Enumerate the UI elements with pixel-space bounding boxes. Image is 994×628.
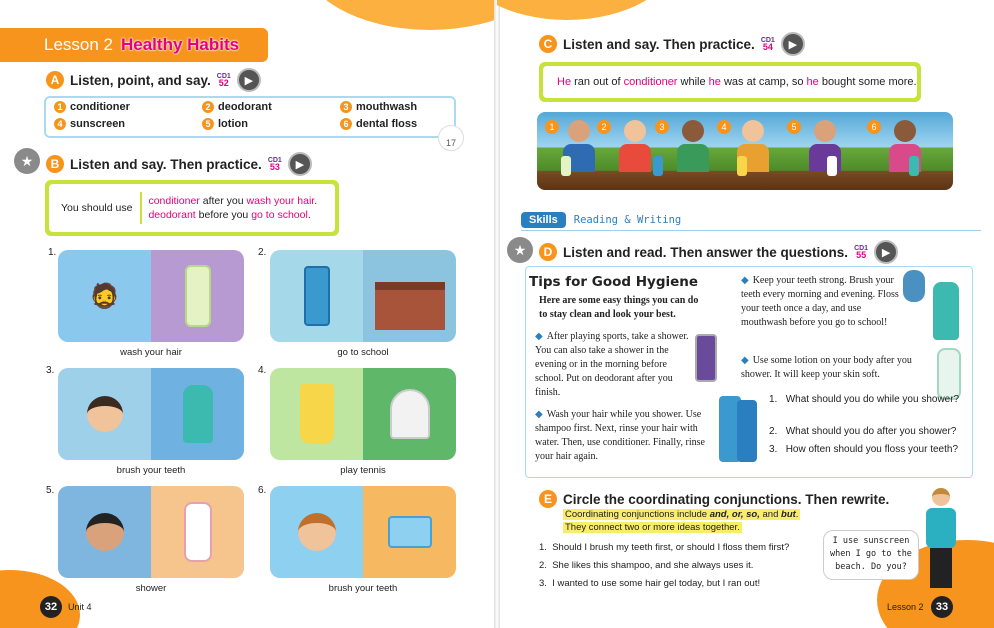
boy-washing-hair-icon: 🧔 bbox=[58, 250, 151, 342]
cd-track: CD1 55 bbox=[854, 245, 869, 260]
star-icon: ★ bbox=[507, 237, 533, 263]
reading-tip: ◆ Keep your teeth strong. Brush your teeth every morning and evening. Floss your teeth once a day, and use mouthwash before you go to school! bbox=[741, 275, 899, 328]
sunscreen-tube-icon bbox=[270, 368, 363, 460]
audio-play-icon[interactable]: ▶ bbox=[288, 152, 312, 176]
vocab-item: 5 lotion bbox=[202, 118, 340, 133]
question: 1. What should you do while you shower? bbox=[769, 394, 960, 405]
model-sentence: He ran out of conditioner while he was at camp, so he bought some more. bbox=[543, 66, 917, 98]
section-title: Listen, point, and say. bbox=[70, 72, 211, 88]
mouthwash-bottle-icon bbox=[151, 368, 244, 460]
section-title: Listen and say. Then practice. bbox=[70, 156, 262, 172]
section-title: Listen and read. Then answer the questions. bbox=[563, 244, 849, 260]
picture-wash-hair bbox=[58, 250, 244, 342]
strip-number: 3 bbox=[655, 120, 669, 134]
dental-floss-icon bbox=[903, 270, 925, 302]
vocab-item: 4 sunscreen bbox=[54, 118, 202, 133]
pattern-lead: You should use bbox=[61, 192, 142, 224]
model-sentence-box bbox=[539, 62, 921, 102]
dental-floss-icon bbox=[363, 486, 456, 578]
reading-tip: ◆ After playing sports, take a shower. You can also take a shower in the evening or in the morning before school. Put on deodorant after you finish. bbox=[535, 331, 689, 398]
section-letter: E bbox=[539, 490, 557, 508]
school-building-icon bbox=[363, 250, 456, 342]
product-icon bbox=[737, 156, 747, 176]
picture-number: 2. bbox=[258, 247, 267, 258]
skills-tag: Skills bbox=[521, 212, 566, 228]
question: 3. How often should you floss your teeth? bbox=[769, 444, 959, 455]
decor-swoosh bbox=[300, 0, 497, 30]
kids-at-camp-illustration bbox=[537, 112, 953, 190]
picture-play-tennis bbox=[270, 368, 456, 460]
right-page bbox=[497, 0, 994, 628]
section-letter: D bbox=[539, 243, 557, 261]
picture-caption: play tennis bbox=[340, 465, 386, 476]
picture-number: 4. bbox=[258, 365, 267, 376]
vocab-item: 2 deodorant bbox=[202, 101, 340, 116]
product-icon bbox=[827, 156, 837, 176]
track-badge[interactable]: 17 bbox=[438, 125, 464, 151]
boy-brushing-teeth-icon bbox=[58, 368, 151, 460]
reading-title: Tips for Good Hygiene bbox=[529, 274, 699, 290]
kid-icon bbox=[619, 120, 651, 172]
section-a-header bbox=[46, 68, 261, 92]
section-letter: C bbox=[539, 35, 557, 53]
pattern-line: deodorant before you go to school. bbox=[148, 209, 311, 221]
lesson-label: Lesson 2 bbox=[44, 35, 113, 54]
reading-intro: Here are some easy things you can do to stay clean and look your best. bbox=[539, 295, 699, 320]
conjunction-note: Coordinating conjunctions include and, or, so, and but. They connect two or more ideas together. bbox=[565, 509, 799, 533]
strip-number: 6 bbox=[867, 120, 881, 134]
skills-banner bbox=[521, 212, 681, 228]
girl-playing-tennis-icon bbox=[363, 368, 456, 460]
audio-play-icon[interactable]: ▶ bbox=[237, 68, 261, 92]
reading-tip: ◆ Use some lotion on your body after you shower. It will keep your skin soft. bbox=[741, 355, 912, 380]
unit-label: Unit 4 bbox=[68, 602, 92, 612]
divider bbox=[521, 230, 981, 231]
conditioner-bottle-icon bbox=[737, 400, 757, 462]
exercise-item: 3. I wanted to use some hair gel today, but I ran out! bbox=[539, 578, 761, 589]
section-title: Listen and say. Then practice. bbox=[563, 36, 755, 52]
audio-play-icon[interactable]: ▶ bbox=[874, 240, 898, 264]
section-title: Circle the coordinating conjunctions. Then rewrite. bbox=[563, 491, 890, 507]
picture-caption: wash your hair bbox=[120, 347, 182, 358]
kid-icon bbox=[677, 120, 709, 172]
lotion-bottle-icon bbox=[151, 486, 244, 578]
cd-track: CD1 53 bbox=[267, 157, 282, 172]
product-icon bbox=[909, 156, 919, 176]
strip-number: 5 bbox=[787, 120, 801, 134]
picture-go-to-school bbox=[270, 250, 456, 342]
exercise-item: 1. Should I brush my teeth first, or should I floss them first? bbox=[539, 542, 790, 553]
lesson-banner bbox=[0, 28, 268, 62]
vocab-item: 1 conditioner bbox=[54, 101, 202, 116]
section-letter: B bbox=[46, 155, 64, 173]
section-letter: A bbox=[46, 71, 64, 89]
exercise-item: 2. She likes this shampoo, and she always uses it. bbox=[539, 560, 754, 571]
strip-number: 2 bbox=[597, 120, 611, 134]
grammar-pattern-box bbox=[45, 180, 339, 236]
reading-tip: ◆ Wash your hair while you shower. Use shampoo first. Next, rinse your hair with water. Then, use conditioner. Finally, rinse your hair again. bbox=[535, 409, 705, 462]
product-icon bbox=[561, 156, 571, 176]
page-number: 33 bbox=[931, 596, 953, 618]
teacher-figure-icon bbox=[921, 488, 961, 592]
boy-at-sink-icon bbox=[270, 486, 363, 578]
lesson-footer-label: Lesson 2 bbox=[887, 602, 924, 612]
decor-swoosh bbox=[497, 0, 677, 20]
decor-swoosh bbox=[0, 570, 80, 628]
audio-play-icon[interactable]: ▶ bbox=[781, 32, 805, 56]
vocab-item: 3 mouthwash bbox=[340, 101, 460, 116]
section-c-header bbox=[539, 32, 805, 56]
deodorant-icon bbox=[695, 334, 717, 382]
skills-subtitle: Reading & Writing bbox=[573, 214, 682, 226]
strip-number: 1 bbox=[545, 120, 559, 134]
cd-track: CD1 54 bbox=[760, 37, 775, 52]
star-icon: ★ bbox=[14, 148, 40, 174]
picture-number: 3. bbox=[46, 365, 55, 376]
picture-shower bbox=[58, 486, 244, 578]
picture-caption: shower bbox=[135, 583, 167, 594]
picture-brush-teeth bbox=[58, 368, 244, 460]
picture-brush-teeth-2 bbox=[270, 486, 456, 578]
picture-number: 1. bbox=[48, 247, 57, 258]
picture-number: 6. bbox=[258, 485, 267, 496]
vocab-item: 6 dental floss bbox=[340, 118, 460, 133]
mouthwash-bottle-icon bbox=[933, 282, 959, 340]
lesson-title: Healthy Habits bbox=[121, 35, 240, 54]
strip-number: 4 bbox=[717, 120, 731, 134]
picture-caption: brush your teeth bbox=[328, 583, 398, 594]
picture-number: 5. bbox=[46, 485, 55, 496]
picture-caption: brush your teeth bbox=[116, 465, 186, 476]
speech-bubble: I use sunscreen when I go to the beach. Do you? bbox=[823, 530, 919, 580]
conditioner-bottle-icon bbox=[151, 250, 244, 342]
section-e-header bbox=[539, 490, 889, 508]
deodorant-icon bbox=[270, 250, 363, 342]
page-number: 32 bbox=[40, 596, 62, 618]
vocab-list bbox=[44, 96, 456, 138]
boy-showering-icon bbox=[58, 486, 151, 578]
section-b-header bbox=[46, 152, 312, 176]
pattern-line: conditioner after you wash your hair. bbox=[148, 195, 318, 207]
picture-caption: go to school bbox=[337, 347, 389, 358]
question: 2. What should you do after you shower? bbox=[769, 426, 957, 437]
cd-track: CD1 52 bbox=[216, 73, 231, 88]
product-icon bbox=[653, 156, 663, 176]
section-d-header bbox=[539, 240, 898, 264]
